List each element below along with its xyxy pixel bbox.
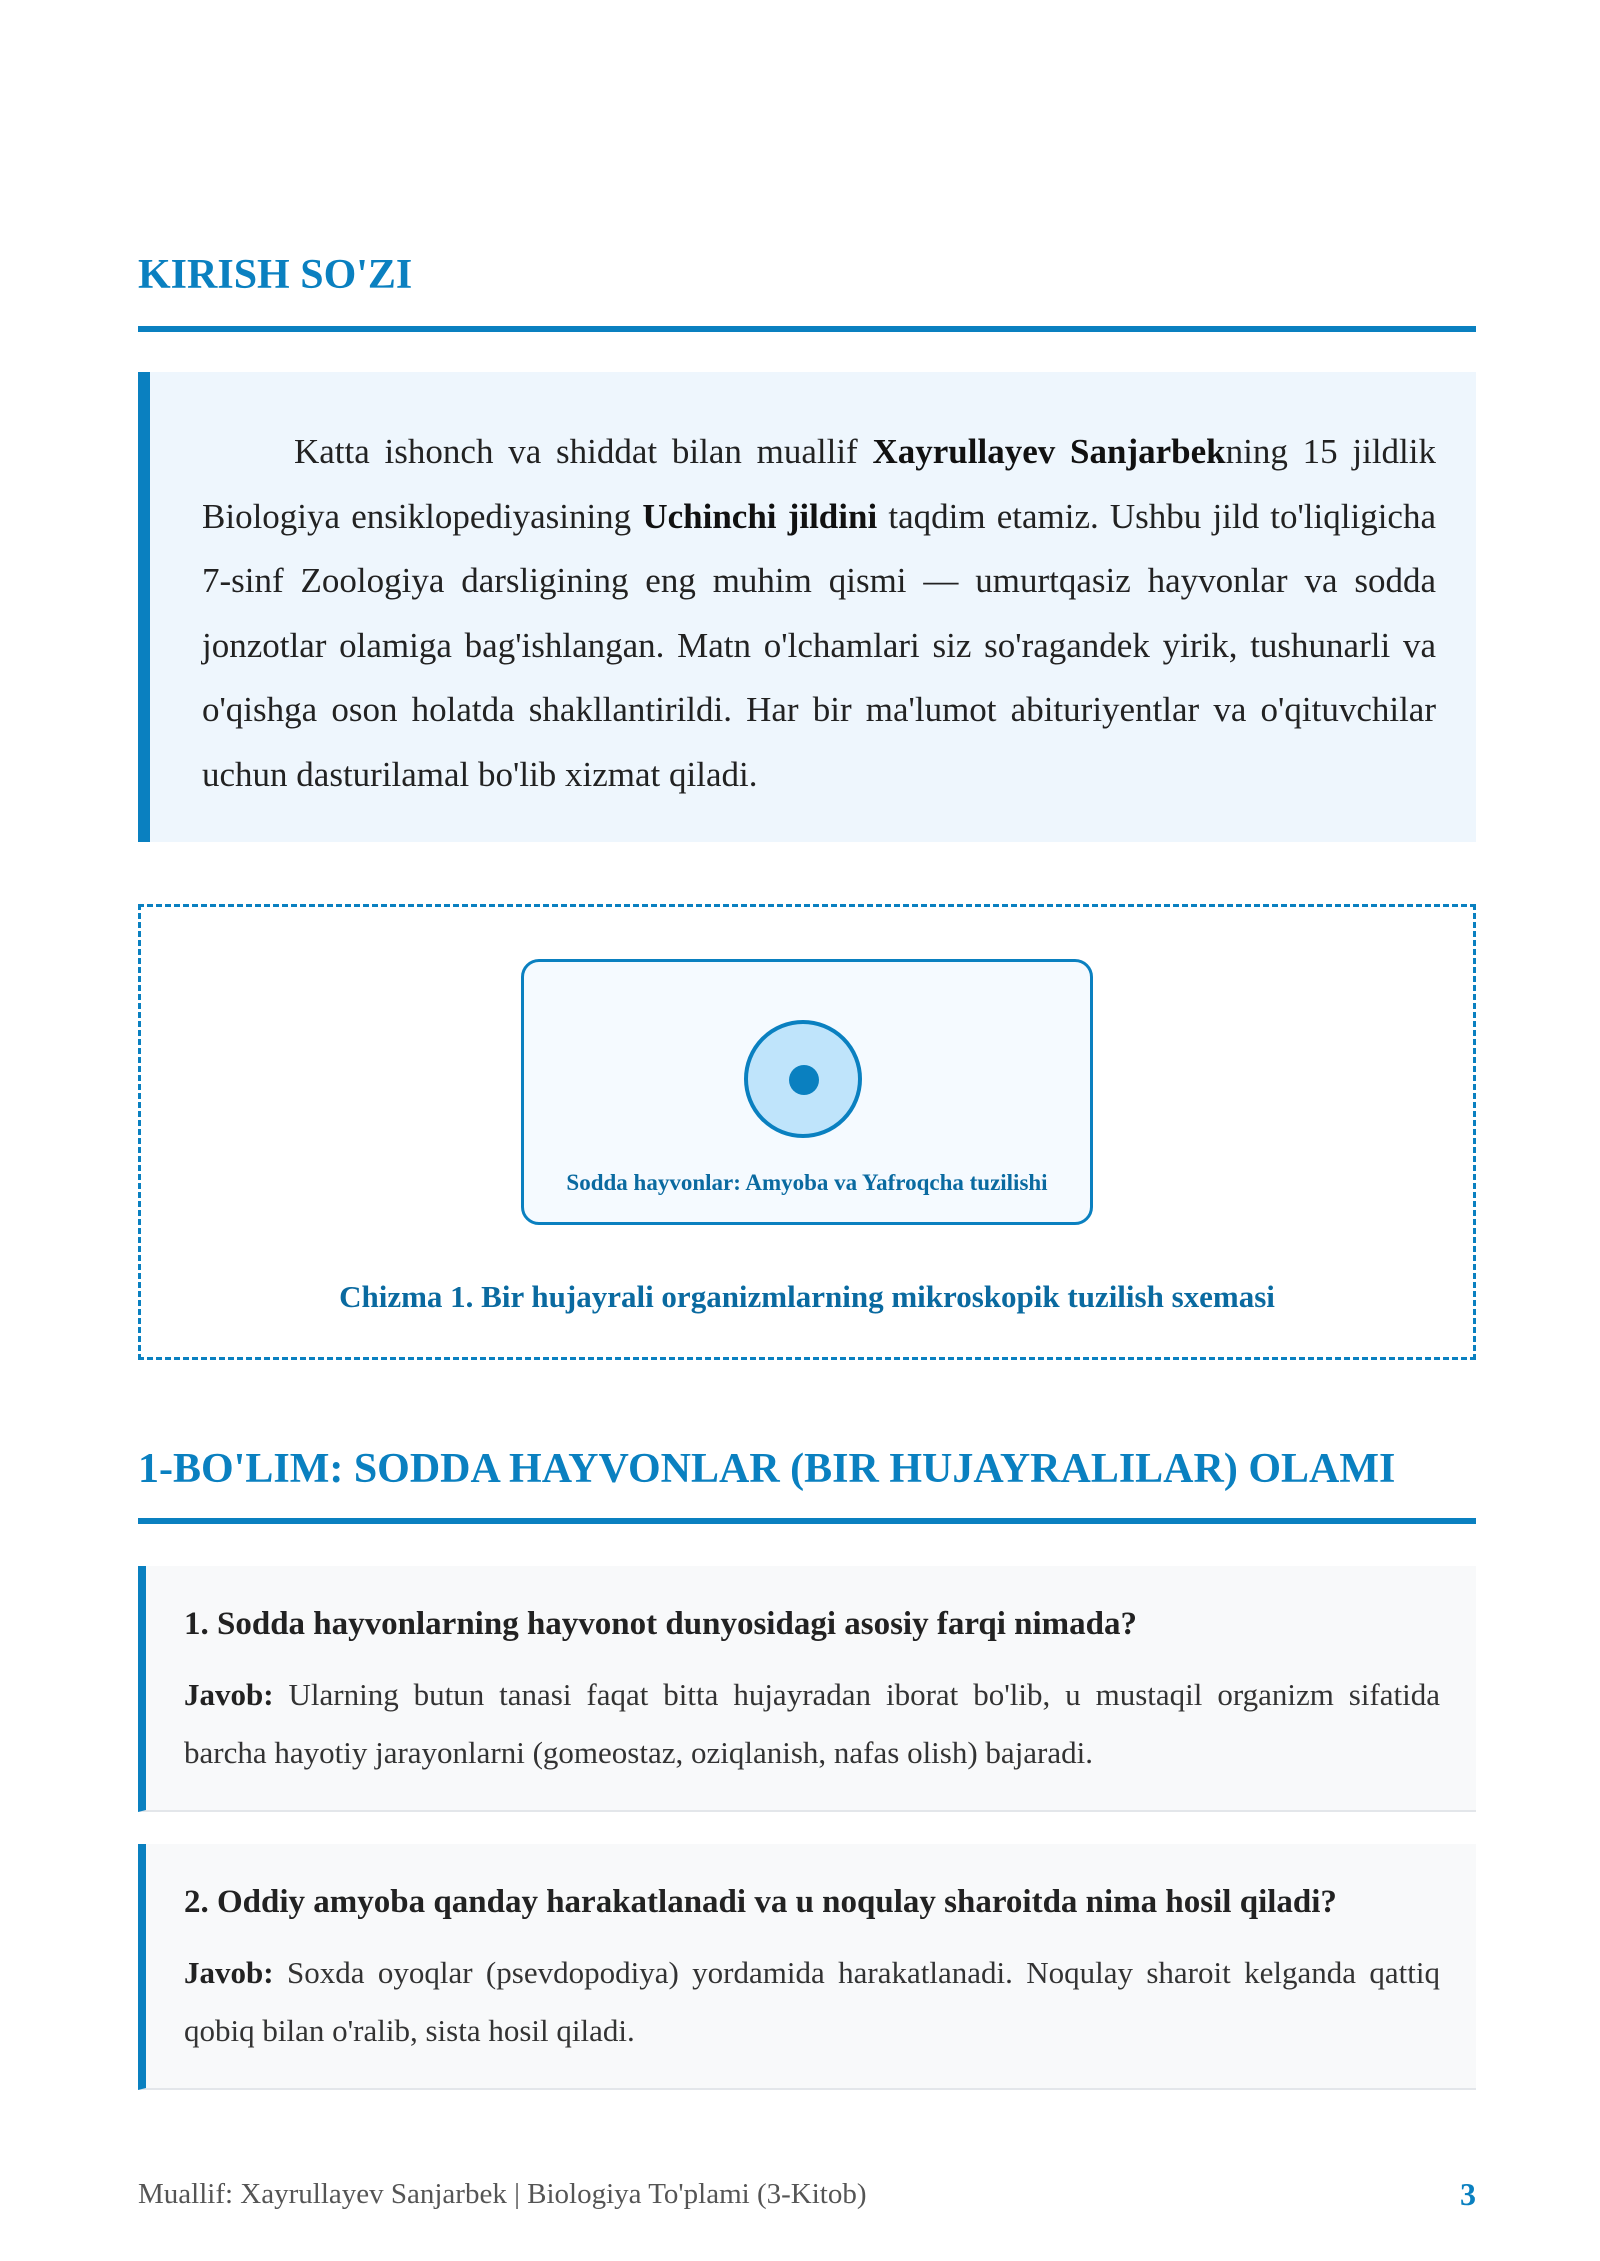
intro-text-part: ning 15 jildlik Biologiya ensiklopediyasining [202, 432, 1436, 536]
footer-author: Muallif: Xayrullayev Sanjarbek | Biologiya To'plami (3-Kitob) [138, 2178, 867, 2210]
answer-text: Soxda oyoqlar (psevdopodiya) yordamida harakatlanadi. Noqulay sharoit kelganda qattiq qobiq bilan o'ralib, sista hosil qiladi. [184, 1955, 1440, 2048]
diagram-label: Sodda hayvonlar: Amyoba va Yafroqcha tuzilishi [566, 1170, 1048, 1195]
intro-title-rule [138, 326, 1476, 332]
answer-label: Javob: [184, 1955, 274, 1990]
intro-title: KIRISH SO'ZI [138, 252, 413, 298]
page-number: 3 [1460, 2176, 1476, 2212]
answer [184, 1944, 1440, 2060]
answer-label: Javob: [184, 1677, 274, 1712]
intro-text-part: Katta ishonch va shiddat bilan muallif [294, 432, 873, 471]
cell-icon [744, 1020, 862, 1138]
intro-box [138, 372, 1476, 842]
intro-paragraph [202, 420, 1436, 807]
question: 2. Oddiy amyoba qanday harakatlanadi va u noqulay sharoitda nima hosil qiladi? [184, 1884, 1337, 1920]
volume-name: Uchinchi jildini [642, 496, 878, 536]
nucleus-icon [789, 1065, 819, 1095]
qa-card [138, 1566, 1476, 1812]
question: 1. Sodda hayvonlarning hayvonot dunyosidagi asosiy farqi nimada? [184, 1606, 1138, 1642]
figure-caption: Chizma 1. Bir hujayrali organizmlarning mikroskopik tuzilish sxemasi [339, 1279, 1275, 1314]
answer [184, 1666, 1440, 1782]
answer-text: Ularning butun tanasi faqat bitta hujayradan iborat bo'lib, u mustaqil organizm sifatida barcha hayotiy jarayonlarni (gomeostaz, oziqlanish, nafas olish) bajaradi. [184, 1677, 1440, 1770]
qa-card [138, 1844, 1476, 2090]
figure-box [138, 904, 1476, 1360]
protozoa-diagram [521, 959, 1093, 1225]
intro-text-part: taqdim etamiz. Ushbu jild to'liqligicha 7-sinf Zoologiya darsligining eng muhim qismi — umurtqasiz hayvonlar va sodda jonzotlar olamiga bag'ishlangan. Matn o'lchamlari siz so'ragandek yirik, tushunarli va o'qishga oson holatda shakllantirildi. Har bir ma'lumot abituriyentlar va o'qituvchilar uchun dasturilamal bo'lib xizmat qiladi. [202, 496, 1437, 794]
author-name: Xayrullayev Sanjarbek [872, 432, 1226, 471]
section-title: 1-BO'LIM: SODDA HAYVONLAR (BIR HUJAYRALILAR) OLAMI [138, 1446, 1396, 1492]
section-title-rule [138, 1518, 1476, 1524]
